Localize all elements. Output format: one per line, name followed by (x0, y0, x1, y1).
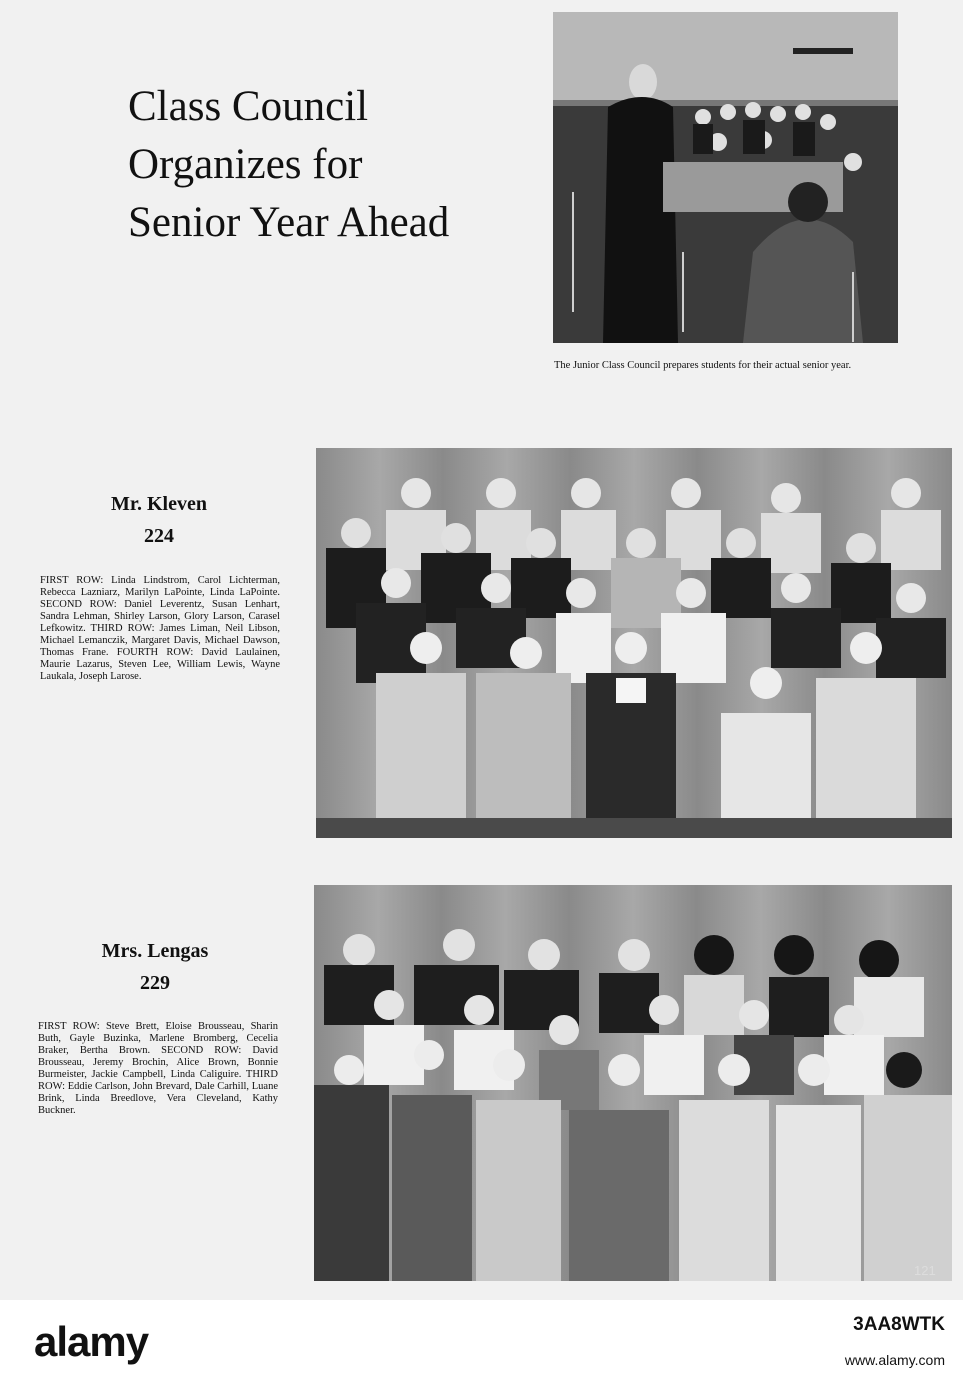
homeroom-roster: FIRST ROW: Steve Brett, Eloise Brousseau, Sharin Buth, Gayle Buzinka, Marlene Bromberg, Cecelia Braker, Bertha Brown. SECOND ROW: David Brousseau, Jeremy Brochin, Alice Brown, Bonnie Burmeister, Jackie Campbell, Linda Caliguire. THIRD ROW: Eddie Carlson, John Brevard, Dale Carhill, Luane Brink, Linda Breedlove, Vera Cleveland, Kathy Buckner. (38, 1021, 278, 1116)
homeroom-photo (316, 448, 952, 838)
watermark-logo (0, 500, 12, 555)
image-id: 3AA8WTK (853, 1314, 945, 1335)
site-url: www.alamy.com (844, 1352, 945, 1368)
class-council-photo (553, 12, 898, 343)
council-photo-caption: The Junior Class Council prepares students for their actual senior year. (554, 360, 852, 371)
homeroom-teacher (40, 488, 278, 552)
brand-logo: alamy (34, 1318, 149, 1365)
page-number: 121 (914, 1263, 936, 1278)
page-title: Class Council Organizes for Senior Year Ahead (128, 83, 450, 246)
teacher-name: Mrs. Lengas (101, 940, 209, 962)
room-number: 224 (144, 525, 174, 547)
homeroom-roster: FIRST ROW: Linda Lindstrom, Carol Lichterman, Rebecca Lazniarz, Marilyn LaPointe, Linda LaPointe. SECOND ROW: Daniel Leverentz, Susan Lenhart, Sandra Lehman, Shirley Larson, Glory Larson, Carasel Lefkowitz. THIRD ROW: James Liman, Neil Libson, Michael Lemanczik, Margaret Davis, Michael Dawson, Thomas Frane. FOURTH ROW: David Laulainen, Maurie Lazarus, Steven Lee, William Lewis, Wayne Laukala, Joseph Larose. (40, 575, 280, 682)
room-number: 229 (140, 972, 170, 994)
homeroom-teacher (36, 935, 274, 999)
teacher-name: Mr. Kleven (111, 493, 207, 515)
homeroom-photo (314, 885, 952, 1281)
